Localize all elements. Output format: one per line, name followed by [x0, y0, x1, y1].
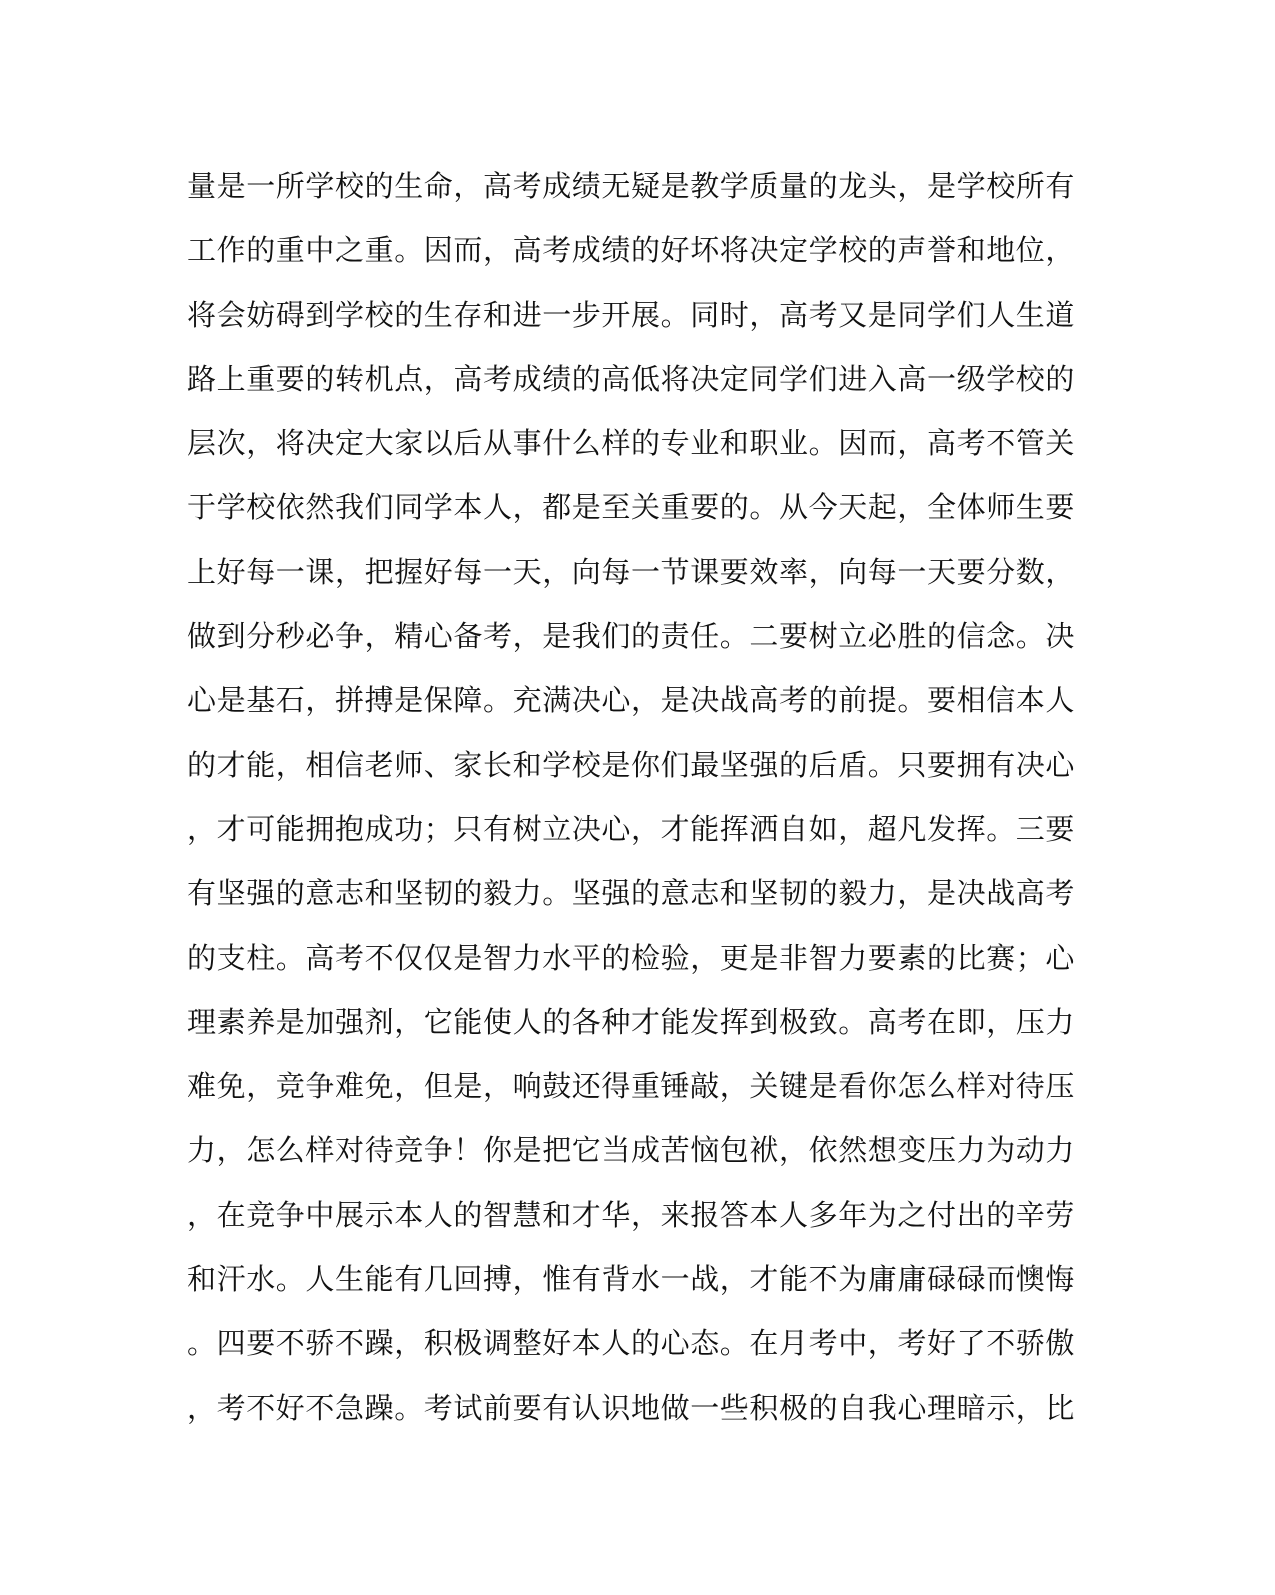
- text-line: 层次，将决定大家以后从事什么样的专业和职业。因而，高考不管关: [187, 426, 1076, 461]
- text-line: 的支柱。高考不仅仅是智力水平的检验，更是非智力要素的比赛；心: [187, 940, 1076, 975]
- text-line: 理素养是加强剂，它能使人的各种才能发挥到极致。高考在即，压力: [187, 1004, 1076, 1039]
- text-line: 的才能，相信老师、家长和学校是你们最坚强的后盾。只要拥有决心: [187, 747, 1076, 782]
- text-line: 量是一所学校的生命，高考成绩无疑是教学质量的龙头，是学校所有: [187, 169, 1076, 203]
- text-line: 心是基石，拼搏是保障。充满决心，是决战高考的前提。要相信本人: [187, 683, 1076, 718]
- body-text: [187, 160, 1076, 1446]
- text-line: 于学校依然我们同学本人，都是至关重要的。从今天起，全体师生要: [187, 490, 1076, 525]
- text-line: 。四要不骄不躁，积极调整好本人的心态。在月考中，考好了不骄傲: [187, 1326, 1076, 1361]
- text-line: 工作的重中之重。因而，高考成绩的好坏将决定学校的声誉和地位，: [187, 233, 1076, 268]
- text-line: 上好每一课，把握好每一天，向每一节课要效率，向每一天要分数，: [187, 554, 1076, 589]
- text-line: ，在竞争中展示本人的智慧和才华，来报答本人多年为之付出的辛劳: [187, 1197, 1076, 1232]
- text-line: 有坚强的意志和坚韧的毅力。坚强的意志和坚韧的毅力，是决战高考: [187, 876, 1076, 911]
- text-line: 将会妨碍到学校的生存和进一步开展。同时，高考又是同学们人生道: [187, 297, 1076, 332]
- text-line: 难免，竞争难免，但是，响鼓还得重锤敲，关键是看你怎么样对待压: [187, 1069, 1076, 1104]
- text-line: 和汗水。人生能有几回搏，惟有背水一战，才能不为庸庸碌碌而懊悔: [187, 1262, 1076, 1297]
- text-line: 路上重要的转机点，高考成绩的高低将决定同学们进入高一级学校的: [187, 361, 1076, 396]
- text-line: ，考不好不急躁。考试前要有认识地做一些积极的自我心理暗示，比: [187, 1390, 1076, 1425]
- text-line: ，才可能拥抱成功；只有树立决心，才能挥洒自如，超凡发挥。三要: [187, 811, 1076, 846]
- text-line: 做到分秒必争，精心备考，是我们的责任。二要树立必胜的信念。决: [187, 619, 1076, 654]
- text-line: 力，怎么样对待竞争！你是把它当成苦恼包袱，依然想变压力为动力: [187, 1133, 1076, 1168]
